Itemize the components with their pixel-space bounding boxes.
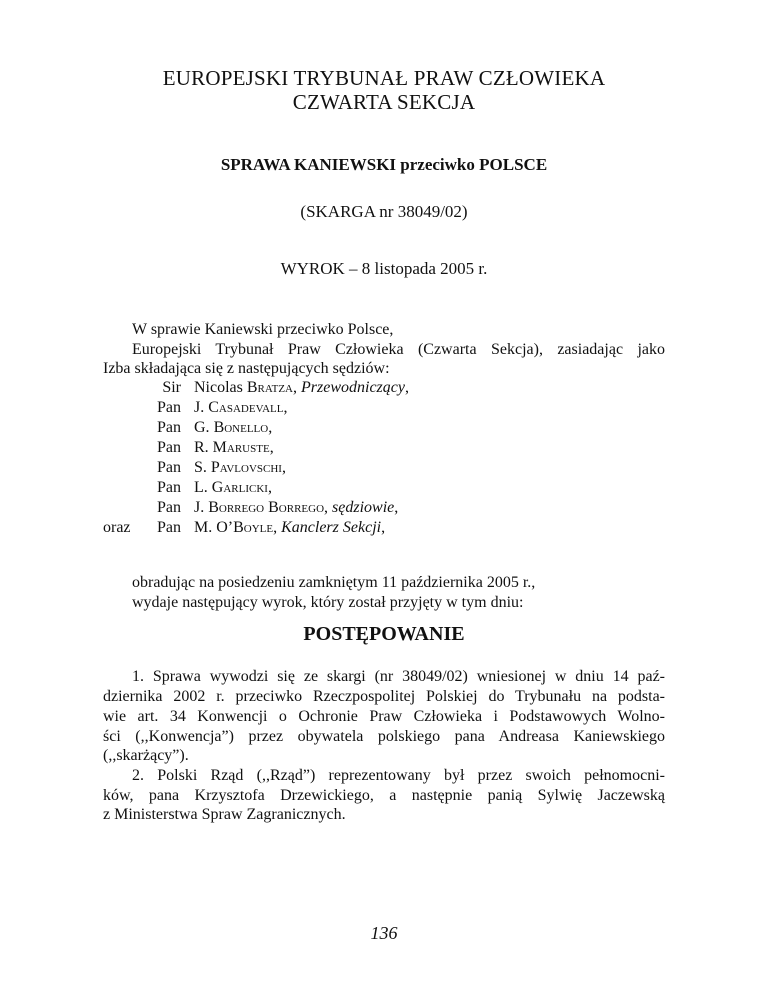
deliberation-line: wydaje następujący wyrok, który został przyjęty w tym dniu: [132, 594, 524, 611]
judge-title: Pan [157, 519, 181, 536]
judge-surname: Borrego Borrego [208, 499, 325, 516]
judge-surname: Casadevall [208, 399, 284, 416]
case-title: SPRAWA KANIEWSKI przeciwko POLSCE [220, 155, 548, 174]
judge-surname: Boyle [233, 519, 274, 536]
judge-surname: Pavlovschi [210, 459, 282, 476]
paragraph-line: (,,skarżący”). [103, 747, 189, 764]
court-name: EUROPEJSKI TRYBUNAŁ PRAW CZŁOWIEKA [162, 66, 606, 90]
registrar-entry: M. O’Boyle, Kanclerz Sekcji, [194, 519, 386, 536]
court-section: CZWARTA SEKCJA [292, 90, 476, 114]
judge-title: Pan [157, 499, 181, 516]
judge-first-name: Nicolas [194, 379, 247, 396]
judge-title: Pan [157, 439, 181, 456]
judge-surname: Maruste [212, 439, 270, 456]
paragraph-line: ków, pana Krzysztofa Drzewickiego, a następnie panią Sylwię Jaczewską [103, 787, 665, 804]
paragraph-line: z Ministerstwa Spraw Zagranicznych. [103, 806, 346, 823]
judge-entry: J. Borrego Borrego, sędziowie, [194, 499, 399, 516]
judge-role: sędziowie [332, 499, 395, 516]
judge-entry: S. Pavlovschi, [194, 459, 286, 476]
intro-line: Izba składająca się z następujących sędziów: [103, 360, 390, 377]
judge-entry: G. Bonello, [194, 419, 273, 436]
judge-role: Kanclerz Sekcji [281, 519, 382, 536]
judge-entry: R. Maruste, [194, 439, 274, 456]
paragraph-line: ści (,,Konwencja”) przez obywatela polskiego pana Andreasa Kaniewskiego [103, 728, 665, 745]
judgment-date: WYROK – 8 listopada 2005 r. [280, 259, 488, 278]
judge-first-name: J. [194, 499, 209, 516]
paragraph-line: 2. Polski Rząd (,,Rząd”) reprezentowany był przez swoich pełnomocni- [132, 767, 665, 784]
judge-first-name: M. O’ [194, 519, 234, 536]
judge-entry: L. Garlicki, [194, 479, 272, 496]
judge-first-name: L. [194, 479, 212, 496]
judge-title: Sir [162, 379, 181, 396]
application-number: (SKARGA nr 38049/02) [300, 202, 468, 221]
judge-title: Pan [157, 399, 181, 416]
judge-first-name: J. [194, 399, 209, 416]
paragraph-line: dziernika 2002 r. przeciwko Rzeczpospolitej Polskiej do Trybunału na podsta- [103, 688, 665, 705]
deliberation-line: obradując na posiedzeniu zamkniętym 11 października 2005 r., [132, 574, 536, 591]
page-number: 136 [370, 923, 398, 943]
judge-title: Pan [157, 419, 181, 436]
paragraph-line: wie art. 34 Konwencji o Ochronie Praw Człowieka i Podstawowych Wolno- [103, 708, 665, 725]
intro-line: W sprawie Kaniewski przeciwko Polsce, [132, 321, 394, 338]
judge-surname: Bonello [213, 419, 269, 436]
judge-entry: Nicolas Bratza, Przewodniczący, [194, 379, 409, 396]
judge-first-name: S. [194, 459, 211, 476]
paragraph-line: 1. Sprawa wywodzi się ze skargi (nr 38049/02) wniesionej w dniu 14 paź- [132, 668, 665, 685]
judge-entry: J. Casadevall, [194, 399, 288, 416]
judge-first-name: R. [194, 439, 213, 456]
judge-surname: Garlicki [211, 479, 268, 496]
intro-line: Europejski Trybunał Praw Człowieka (Czwarta Sekcja), zasiadając jako [132, 341, 665, 358]
judge-title: Pan [157, 479, 181, 496]
section-heading: POSTĘPOWANIE [303, 623, 465, 645]
judge-title: Pan [157, 459, 181, 476]
judge-role: Przewodniczący [301, 379, 405, 396]
judge-surname: Bratza [246, 379, 293, 396]
judge-first-name: G. [194, 419, 214, 436]
registrar-prefix: oraz [103, 519, 131, 536]
